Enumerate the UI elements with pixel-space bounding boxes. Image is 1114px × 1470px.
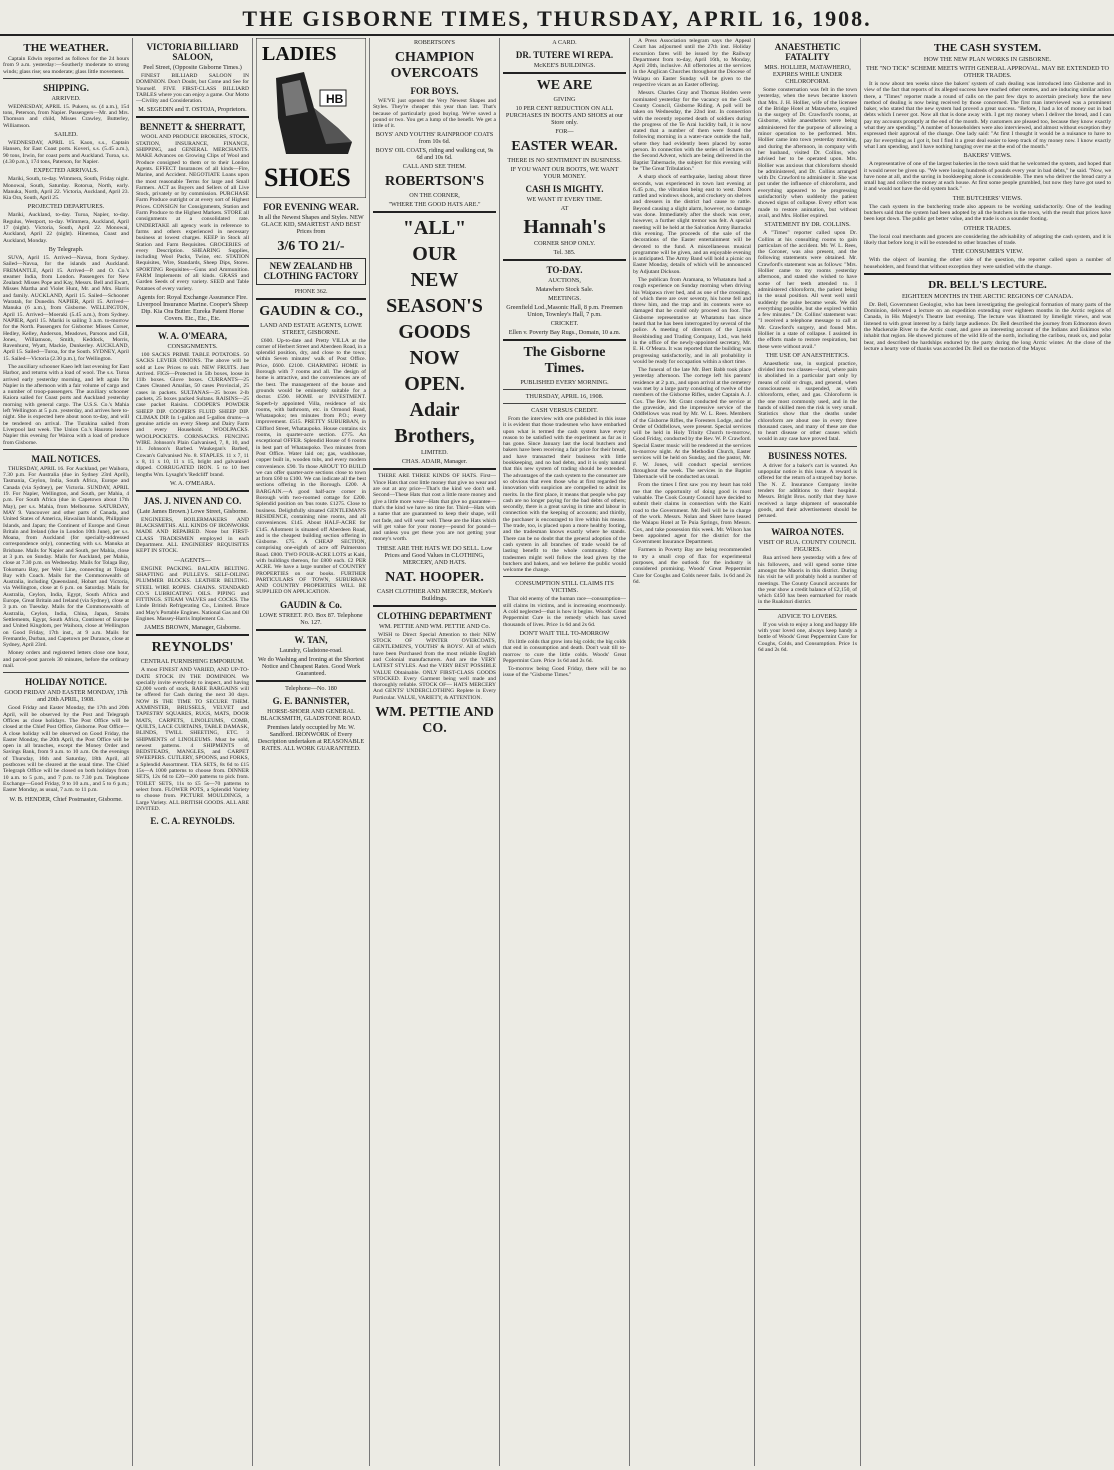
robertson-slogan: "WHERE THE GOOD HATS ARE."	[388, 201, 481, 209]
billiard-address: Peel Street, (Opposite Gisborne Times.)	[143, 64, 242, 71]
hooper-heading: NAT. HOOPER.	[385, 569, 484, 585]
anaesthetic-text: Some consternation was felt in the town yesterday, when the news became known that Mrs. J. H. Hollier, wife of the licensee of the Bridge Hotel at Matawhero, expired in the surgery of Dr. Crawford's rooms, at Gisborne, while anaesthetics were being administered for the purpose of allowing a minor operation to be performed. Mrs. Hollier came into town yesterday morning, and during the afternoon, in company with her husband, visited Dr. Collins, who advised her to be operated upon. Mrs. Hollier was anxious that chloroform should be administered, and Dr. Collins arranged with Dr. Crawford to administer it. She was put under the influence of chloroform, and everything appeared to be progressing satisfactorily when suddenly the patient showed signs of collapse. Every effort was made to restore animation, but without avail, and Mrs. Hollier expired.	[758, 87, 857, 219]
niven-heading: JAS. J. NIVEN AND CO.	[143, 495, 242, 506]
now-word: NOW	[409, 347, 460, 370]
repa-heading: DR. TUTERE WI REPA.	[515, 50, 614, 60]
gaudin-listings: £600. Up-to-date and Pretty VILLA at the corner of Herbert Street and Aberdeen Road, in a splendid position, dry, and close to the town; within Seven minutes' walk of Post Office. Price, £600. £2100. CHARMING HOME in Borough with 7 rooms and all. The design of home is attractive, and the conveniences are of the best. The management of the house and grounds would be eminently suitable for a doctor. £590. HOME or INVESTMENT. Superb-ly appointed Villa, residence of six rooms, with bathroom, etc. in Ormond Road, Whataupoko; ten minutes from P.O.; every improvement. £515. PRETTY SUBURBAN, in Clifford Street, Whataupoko. House contains six rooms, in quarter-acre section. £775. An exceptional OFFER. Splendid House of 6 rooms in best part of Whataupoko. Two minutes from Post Office. Water laid on; gas, washhouse, copper built in, wooden tubs, and every modern convenience. £90. To those ABOUT TO BUILD we can offer quarter-acre sections close to town at from £60 to £100. We can indicate all the best sections offering in the Borough. £200. A BARGAIN.—A good half-acre corner in Borough with two-roomed cottage for £200. Splendid position on 'bus route. £1275. Close to business. Delightfully situated GENTLEMAN'S RESIDENCE, containing nine rooms, and all conveniences. £145. About HALF-ACRE for £145. Allotment is situated off Aberdeen Road, and is the cheapest building section offering in Gisborne. £75. A CHEAP SECTION, comprising one-eighth of acre off Palmerston Road. £800. TWO FOUR-ACRE LOTS at Kaiti, with buildings thereon, for £800 each. £2 PER ACRE. We have a large number of COUNTRY PROPERTIES on our books. FURTHER PARTICULARS OF TOWN, SUBURBAN AND COUNTRY PROPERTIES WILL BE SUPPLIED ON APPLICATION.	[256, 337, 366, 596]
sailed-heading: SAILED.	[54, 131, 78, 139]
local-news-1: Messrs. Charles Gray and Thomas Holden were nominated yesterday for the vacancy on the Cook County Council, Gisborne Riding. A poll will be taken on Wednesday, the 22nd inst. In connection with the recently reported death of soldiers during the progress of the Te Arai lucidity ball, it is now stated that a number of them were found the following morning in a water-race outside the hall, where they had evidently been placed by some person. In connection with the series of lectures on the Second Advent, which are being delivered in the Baptist Tabernacle, the subject for this evening will be "The Great Tribulation."	[633, 90, 751, 172]
consumption-text: That old enemy of the human race—consumption—still claims its victims, and is increasing enormously. A cold neglected—that is how it begins. Woods' Great Peppermint Cure is the remedy which has saved thousands of lives. Price 1s 6d and 2s 6d.	[503, 596, 626, 628]
nz-clothing-factory-logo	[256, 258, 366, 285]
holiday-subheading: GOOD FRIDAY AND EASTER MONDAY, 17th and 20th APRIL, 1908.	[4, 689, 128, 704]
local-news-2: A sharp shock of earthquake, lasting about three seconds, was experienced in town last evening at 6.45 p.m., the vibration being east to west. Doors rattled and windows shook, and crockery on shelves and dressers in the district had cause to rattle. Beyond causing a slight alarm, however, no damage was done. Immediately after the shock was over, however, a further slight tremor was felt. A special meeting will be held at the Salvation Army Barracks this evening. The proceeds of the sale of the decorations of the Easter entertainment will be devoted to the fund. A miscellaneous musical programme will be given, and an enjoyable evening is anticipated. The Army Band will hold a picnic on Easter Monday, details of which will be announced by Adjutant Dickson.	[633, 174, 751, 275]
consumers-view-heading: THE CONSUMER'S VIEW.	[951, 248, 1024, 256]
bell-lecture-text: Dr. Bell, Government Geologist, who has been investigating the geological formation of many parts of the Dominion, delivered a lecture on an expedition extending over eighteen months in the Arctic regions of Canada, in His Majesty's Theatre last evening. The lecture was illustrated by limelight views, and was listened to with great interest by a fairly large audience. Dr. Bell described the journey from Edmonton down the Mackenzie River to the Arctic coast, and gave an interesting account of the Indians and Eskimos who inhabit that region. He showed pictures of the wild life of the north, including the caribou, musk ox, and polar bear, and described the hardships endured by the party during the long Arctic winter. At the close of the lecture a hearty vote of thanks was accorded Dr. Bell on the motion of the Mayor.	[864, 301, 1111, 352]
divider	[373, 468, 496, 470]
divider	[136, 490, 249, 492]
niven-text: ENGINEERS, BOILERMAKERS AND BLACKSMITHS. ALL KINDS OF IRONWORK MADE AND REPAIRED. None but FIRST-CLASS TRADESMEN employed in each Department. ALL ENGINEERS' REQUISITES KEPT IN STOCK.	[136, 516, 249, 555]
easter-wear-heading: EASTER WEAR.	[511, 139, 618, 154]
billiard-signature: M. SEGEDIN and T. OSTOJA, Proprietors.	[138, 106, 247, 114]
reduction-text: 10 PER CENT REDUCTION ON ALL PURCHASES IN BOOTS AND SHOES at our Store only.	[505, 105, 624, 126]
auctions-heading: AUCTIONS,	[548, 277, 581, 284]
reynolds-heading: REYNOLDS'	[151, 640, 234, 656]
bennett-text: WOOL AND PRODUCE BROKERS, STOCK, STATION, INSURANCE, FINANCE, SHIPPING, and GENERAL MERCHANTS. MAKE Advances on Growing Clips of Wool and Produce consigned to them or to their London Agents. EFFECT Insurances of all kinds—Fire, Marine, and Accident. NEGOTIATE Loans upon the most reasonable Terms for large and Small Farmers. ACT as Buyers and Sellers of all Live Stock, privately or by commission. PURCHASE Farm Produce outright or at every sort of Highest Prices. CONSIGN for Consignments, Station and Farm Produce to the Highest Markets. STORE all consignments at a consolidated rate. UNDERTAKE all agency work in reference to farms and others experienced in necessary business at lowest charges. KEEP in Stock all Station and Farm Requisites. GROCERIES of every Description. SHEARING Supplies, including Wool Packs, Twine, etc. STATION Requisites, Wire, Standards, Sheep Dips, Stores. SPORTING Requisites—Guns and Ammunition. FARM Implements of all kinds. GRASS and Garden Seeds of every variety. SEED and Table Potatoes of every variety.	[136, 134, 249, 292]
statement-text: A "Times" reporter called upon Dr. Collins at his consulting rooms to gain particulars of the accident. Mr. W. L. Rees, the Coroner, was also present, and the following statements were obtained. Mr. Crawford's statement was as follows: "Mrs. Hollier came to my rooms yesterday afternoon, and stated she wished to have some of her teeth attended to. I administered chloroform, the patient being in the usual position. All went well until suddenly the pulse became weak. We did everything possible, but she expired within a few minutes." Dr. Collins' statement was: "I received a telephone message to call at Mr. Crawford's surgery, and found Mrs. Hollier in a state of collapse. I assisted in the efforts made to restore respiration, but these were without avail."	[758, 230, 857, 350]
business-notes-text: A driver for a baker's cart is wanted. An unpopular notice is this issue. A reward is offered for the return of a strayed bay horse. The N. Z. Insurance Company invite tenders for additions to their hospital. Messrs. Bright Bros. notify that they have received a large shipment of seasonable goods, and their advertisement should be perused.	[758, 462, 857, 520]
advice-text: If you wish to enjoy a long and happy life with your loved one, always keep handy a bottle of Woods' Great Peppermint Cure for Coughs, Colds, and Consumption. Price 1s 6d and 2s 6d.	[758, 621, 857, 653]
anaesthetics-use-text: Anaesthetic use, in surgical practice, divided into two classes—local, where pain is abolished in a particular part only by means of cold or drugs, and general, when consciousness is suspended, as with chloroform, ether, and gas. Chloroform is the one most commonly used, and in the hands of skilled men the risk is very small. Statistics show that the deaths under chloroform are about one in every three thousand cases, and many of these are due to heart disease or other causes which would in any case have proved fatal.	[758, 360, 857, 443]
sentiment-text: THERE IS NO SENTIMENT IN BUSINESS.	[507, 157, 622, 164]
robertson-text: WE'VE just opened the Very Newest Shapes and Styles. They're cheaper this year than last. That's because of particularly good buying. We've saved a pound or two. You get a lump of the benefit. We get a little of it.	[373, 98, 496, 130]
giving-text: GIVING	[553, 96, 576, 103]
local-news-5: From the times I first saw you my heart has told me that the opportunity of doing good is most valuable. The Cook County Council have decided to submit their claims in connection with the Kaiti road to the Government. Mr. Bell will be in charge of the work. Messrs. Nolan and Skeet have leased the Waiapu Hotel at Te Puia Springs, from Messrs. Cox, and take possession this week. Mr. Wilson has been appointed agent for the district for the Government Insurance Department.	[633, 482, 751, 546]
robertson-top: ROBERTSON'S	[414, 39, 455, 46]
column-6	[630, 38, 755, 1466]
column-4	[370, 38, 500, 1466]
divider	[136, 634, 249, 636]
hb-brand-label: HB	[326, 92, 344, 106]
gaudin-address: LOWE STREET. P.O. Box 87. Telephone No. 127.	[259, 611, 363, 626]
raincoats-text: BOYS' AND YOUTHS' RAINPROOF COATS from 10s 6d.	[375, 131, 494, 146]
omeara-subheading: CONSIGNMENTS.	[167, 342, 218, 350]
adair-signature: CHAS. ADAIR, Manager.	[401, 458, 468, 466]
holiday-text: Good Friday and Easter Monday, the 17th and 20th April, will be observed by the Post and Telegraph Offices as close holidays. The Post Office will be closed at the Chief Post Office, Gisborne. Post Office—A close holiday will be observed on Good Friday, the Easter Monday, the 20th April, the Post Office will be open in all branches, except the Money Order and Savings Bank, from 9 a.m. to 10 a.m. On the evenings of Thursday, 16th and Saturday, 18th April, all postboxes will be cleared at the usual time. The Chief Telegraph Office will be closed on both holidays from 10 a.m. to 5 p.m., and 7 p.m. to 7.30 p.m. Telephone Exchange—Good Friday, 9 to 10 a.m., and 5 to 6 p.m.; Easter Monday, as usual, 7 a.m. to 11 p.m.	[3, 705, 129, 794]
statement-heading: STATEMENT BY DR. COLLINS.	[764, 221, 851, 229]
ladies-text: LADIES	[262, 43, 337, 65]
season-word: SEASON'S	[386, 295, 483, 318]
niven-agents-heading: —AGENTS—	[174, 556, 211, 564]
column-1	[0, 38, 133, 1466]
weather-text: Captain Edwin reported as follows for the 24 hours from 9 a.m. yesterday:—Southerly moderate to strong winds; glass rise; sea moderate; glass little movement.	[3, 56, 129, 75]
dateline: THURSDAY, APRIL 16, 1908.	[525, 393, 604, 400]
dont-wait-heading: DON'T WAIT TILL TO-MORROW	[519, 629, 610, 637]
editorial-heading: CASH VERSUS CREDIT.	[531, 407, 598, 414]
other-trades-text: The local coal merchants and grocers are considering the advisability of adopting the cash system, and it is likely that before long it will be extended to other branches of trade.	[864, 233, 1111, 246]
bell-lecture-subheading: EIGHTEEN MONTHS IN THE ARCTIC REGIONS OF CANADA.	[901, 292, 1074, 300]
column-5	[500, 38, 630, 1466]
column-2	[133, 38, 253, 1466]
tan-heading: W. TAN,	[294, 634, 328, 645]
arrived-heading: ARRIVED.	[51, 94, 81, 102]
bannister-phone: Telephone—No. 180	[285, 684, 337, 692]
local-news-6: Farmers in Poverty Bay are being recommended to try a small crop of flax for experimental purposes, and the outlook for the industry is considered promising. Woods' Great Peppermint Cure for Coughs and Colds never fails. 1s 6d and 2s 6d.	[633, 547, 751, 585]
bennett-agents: Agents for: Royal Exchange Assurance Fire. Liverpool Insurance Marine. Cooper's Sheep Dip. Kia Ora Butter. Eureka Patent Horse Covers. Etc., Etc., Etc.	[137, 293, 248, 322]
anaesthetic-heading: ANAESTHETIC FATALITY	[774, 42, 841, 62]
shipping-heading: SHIPPING.	[43, 82, 89, 93]
bannister-text: Premises lately occupied by Mr. W. Sandford. IRONWORK of Every Description undertaken at REASONABLE RATES. ALL WORK GUARANTEED.	[257, 723, 365, 752]
at-text: AT	[560, 205, 569, 212]
column-7	[755, 38, 861, 1466]
divider	[503, 259, 626, 261]
repa-address: McKEE'S BUILDINGS.	[533, 62, 596, 69]
column-8	[861, 38, 1114, 1466]
reynolds-subheading: CENTRAL FURNISHING EMPORIUM.	[140, 658, 245, 666]
hooper-signature: CASH CLOTHIER AND MERCER, McKee's Buildings.	[376, 587, 493, 602]
niven-address: (Late James Brown.) Lowe Street, Gisborne.	[137, 507, 248, 515]
business-notes-heading: BUSINESS NOTES.	[768, 450, 847, 461]
anaesthetics-use-heading: THE USE OF ANAESTHETICS.	[765, 351, 850, 359]
divider	[373, 605, 496, 607]
new-word: NEW	[410, 269, 459, 292]
published-text: PUBLISHED EVERY MORNING.	[520, 379, 609, 386]
shoes-text: SHOES	[264, 163, 351, 192]
clothing-department-heading: CLOTHING DEPARTMENT	[377, 610, 492, 621]
wairoa-subheading: VISIT OF RUA. COUNTY COUNCIL FIGURES.	[758, 539, 857, 554]
hannahs-heading: Hannah's	[523, 216, 606, 238]
cash-system-heading: THE CASH SYSTEM.	[933, 42, 1042, 54]
today-heading: TO-DAY.	[546, 265, 583, 275]
telegraph-text: SUVA, April 15. Arrived—Navua, from Sydney. Sailed—Navua, for the islands and Auckland. FREMANTLE, April 15. Arrived—P. and O. Co.'s steamer India, from London. Passengers for New Zealand: Misses Pope and Kay, Messrs. Bell and Ewart, Misses Martha and Violet Hunt, Mr. and Mrs. Harris and family. AUCKLAND, April 15. Sailed—Schooner Waratah, for Dunedin. NAPIER, April 15. Arrived—Manuka (6 a.m.), from Gisborne. WELLINGTON, April 15. Arrived—Moeraki (5.45 a.m.), from Sydney. NAPIER, April 15. Mariki is sailing 3 a.m. to-morrow for the North. Passengers for Gisborne: Misses Corser, Hedley, Kelley, Anderson, Meadows, Parsons and Gill, Jones, Williamson, Smith, Keddock, Morris, Ravenhurst, Wyatt, Mackie, Dunkerley. AUCKLAND, April 15. Sailed—Turoa, for the South. SYDNEY, April 15. Sailed—Victoria (2.30 p.m.), for Wellington.	[3, 254, 129, 362]
all-word: "ALL"	[402, 217, 467, 240]
bakers-views-text: A representative of one of the largest bakeries in the town said that he welcomed the system, and hoped that it would never be given up. "We were losing hundreds of pounds every year in bad debts," he said. "Now, we have none at all, and the saving in bookkeeping alone is considerable. The men who deliver the bread carry a small bag and collect the money at each house. At first some people grumbled, but now they have got used to it and would not have the old system back."	[864, 161, 1111, 193]
butchers-views-heading: THE BUTCHERS' VIEWS.	[952, 194, 1023, 202]
press-news: A Press Association telegram says the Appeal Court has adjourned until the 27th inst. Holiday excursion fares will be issued by the Railway Department from to-day, April 16th, to Monday, April 20th, inclusive. All offertories at the services in the Anglican Churches throughout the Diocese of Waiapu on Easter Sunday will be given to the respective vicars as an Easter offering.	[633, 38, 751, 89]
divider	[864, 273, 1111, 275]
billiard-heading: VICTORIA BILLIARD SALOON,	[146, 42, 239, 62]
hooper-text: THERE ARE THREE KINDS OF HATS. First—Vince Hats that cost little money that give no wear and are out at any price—That's the kind we don't sell. Second—These Hats that cost a little more money and give a little more wear—Hats that give no guarantee—that's the kind we have no time for. Third—Hats with a name that are guaranteed to keep their shape, will not fade, and will wear well. These are the Hats which will get value for your money—pound for pound—and unless you get these you are not getting your money's worth.	[373, 473, 496, 543]
shipping-notes: The auxiliary schooner Kaeo left last evening for East Harbor, and returns with a load of wool. The s.s. Turoa arrived early yesterday morning, and left again for Napier in the afternoon with a fair volume of cargo and a number of troop-passengers. The auxiliary schooner Kaiora sailed for Coast ports and Auckland yesterday morning with general cargo. The U.S.S. Co.'s Mahia left Wellington at 5 p.m. yesterday, and arrives here to-night. She is expected here about noon to-day, and will be tendered on arrival. The Turakina sailed from Liverpool last week. The Union Co.'s Hauroto leaves Napier this evening for Wairoa with a load of produce from Gisborne.	[3, 363, 129, 446]
holiday-signature: W. B. HENDER, Chief Postmaster, Gisborne.	[9, 795, 123, 803]
mail-text: THURSDAY, APRIL 16. For Auckland, per Waihora, 7.30 p.m. For Australia (due in Sydney 23rd April), Tasmania, Ceylon, India, South Africa, Europe and Canada (via Sydney), per Victoria. SUNDAY, APRIL 19. For Napier, Wellington, and South, per Mahia, 4 p.m. For South Africa (due in Capetown about 17th May), per s.s. Mahia, from Melbourne. SATURDAY, MAY 9. Vancouver and other parts of Canada, and United States of America, Hawaiian Islands, Philippine Islands, and Japan; the Continent of Europe and Great Britain and Ireland (due in London 10th June), per s.s. Moana, from Auckland (for specially-addressed correspondence only), connecting with s.s. Manuka at Brisbane. Mails for Napier and South, per Mahia, close at 3 p.m. on Sunday. Mails for Auckland, per Mahia, close at 7.30 p.m. on Wednesday. Mails for Tolaga Bay, Tokomaru Bay, per Weir Line, connecting at Tolaga Bay with Coach. Mails for the Commonwealth of Australia, including Queensland, Hobart and Victoria, via Wellington, close at 6 p.m. on Saturday. Mails for Australia, Ceylon, India, Egypt, South Africa and Europe, Great Britain and Ireland (via Sydney), close at 3 p.m. on Tuesday. Mails for the Commonwealth of Australia, Ceylon, India, China, Japan, Straits Settlements, Egypt, South Africa, Continent of Europe and United Kingdom, per Waihora, close at Wellington on Good Friday, 17th inst., at 9 a.m. Mails for Fremantle, Durban, and Capetown per Durance, close at Sydney, April 23rd.	[3, 465, 129, 649]
champion-overcoats-heading: CHAMPION OVERCOATS	[390, 50, 479, 81]
consumers-view-text: With the object of learning the other side of the question, the reporter called upon a number of householders, and found that without exception they were satisfied with the change.	[864, 257, 1111, 270]
nz-clothing-factory-label: NEW ZEALAND HB CLOTHING FACTORY	[263, 261, 359, 282]
robertson-name: ROBERTSON'S	[384, 174, 485, 190]
divider	[373, 211, 496, 213]
limited-word: LIMITED.	[421, 449, 448, 457]
weather-heading: THE WEATHER.	[23, 42, 109, 54]
bakers-views-heading: BAKERS' VIEWS.	[963, 152, 1012, 160]
omeara-heading: W. A. O'MEARA,	[158, 330, 227, 341]
holiday-heading: HOLIDAY NOTICE.	[25, 677, 107, 688]
divider	[503, 576, 626, 577]
divider	[3, 672, 129, 673]
divider	[503, 72, 626, 74]
phone-stamp: PHONE 362.	[294, 287, 328, 295]
oilcoats-text: BOYS' OIL COATS, riding and walking cut, 9s 6d and 10s 6d.	[375, 147, 494, 162]
wairoa-heading: WAIROA NOTES.	[771, 527, 844, 538]
money-orders-text: Money orders and registered letters close one hour, and parcel-post parcels 30 minutes, before the ordinary mail.	[3, 650, 129, 670]
consumption-heading: CONSUMPTION STILL CLAIMS ITS VICTIMS.	[515, 580, 614, 595]
cricket-heading: CRICKET.	[550, 320, 579, 327]
pettie-heading: WM. PETTIE AND WM. PETTIE AND Co.	[378, 622, 491, 630]
call-and-see: CALL AND SEE THEM.	[402, 163, 467, 171]
divider	[3, 78, 129, 79]
telegraph-heading: By Telegraph.	[48, 245, 84, 253]
tan-subheading: Laundry, Gladstone-road.	[279, 646, 343, 654]
cash-system-subheading-2: THE "NO TICK" SCHEME MEETS WITH GENERAL APPROVAL. MAY BE EXTENDED TO OTHER TRADES.	[865, 65, 1110, 79]
masthead	[0, 0, 1114, 36]
mail-heading: MAIL NOTICES.	[31, 453, 101, 464]
cricket-text: Ellen v. Poverty Bay Rugs., Domain, 10 a.m.	[508, 329, 621, 336]
billiard-text: FINEST BILLIARD SALOON IN DOMINION. Don't Doubt, but Come and See for Yourself. FIVE FIRST-CLASS BILLIARD TABLES where you can enjoy a game. Our Motto—Civility and Consideration.	[136, 73, 249, 105]
auctions-text: Matawhero Stock Sale.	[535, 286, 594, 293]
our-word: OUR	[412, 243, 457, 266]
evening-wear-text: In all the Newest Shapes and Styles. NEW GLACE KID, SMARTEST AND BEST Prices from	[258, 214, 364, 235]
divider	[3, 449, 129, 450]
boots-illustration	[256, 38, 366, 198]
corner-shop-text: CORNER SHOP ONLY.	[533, 240, 596, 247]
reynolds-signature: E. C. A. REYNOLDS.	[150, 816, 235, 827]
bannister-subheading: HORSE-SHOER AND GENERAL BLACKSMITH, GLADSTONE ROAD.	[260, 707, 362, 722]
editorial-text: From the interview with one published in this issue it is evident that those tradesmen who have embarked upon what is termed the cash system have every reason to be satisfied with the experiment as far as it has gone. Since January last the local butchers and bakers have been receiving a fair price for their bread, and have transacted their business with little bookkeeping, and no bad debts, and it is only natural that this new system of trading should be extended. The advantages of the cash system to the consumer are so obvious that even those who at first regarded the innovation with suspicion are compelled to admit its merits. In the first place, it means that people who pay cash are no longer paying for the bad debts of others; secondly, there is a great saving in time and labour in connection with the keeping of accounts; and thirdly, the purchaser is encouraged to live within his means. The trade, too, is placed upon a more healthy footing, and the tradesman knows exactly where he stands. There can be no doubt that the general adoption of the cash system in all branches of trade would be of lasting benefit to the whole community. Other tradesmen might well follow the lead given by the butchers and bakers, and we believe the public would welcome the change.	[503, 416, 626, 574]
times-nameplate: The Gisborne Times.	[523, 345, 606, 376]
card-heading: A CARD.	[552, 39, 577, 46]
dont-wait-text: It's little colds that grow into big colds; the big colds that end in consumption and death. Don't wait till to-morrow to cure the little colds. Woods' Great Peppermint Cure. Price 1s 6d and 2s 6d.	[503, 638, 626, 664]
advice-heading: ADVICE TO LOVERS.	[777, 612, 838, 620]
brothers-word: Brothers,	[394, 425, 475, 448]
pettie-text: WISH to Direct Special Attention to their NEW STOCK OF WINTER OVERCOATS, GENTLEMEN'S, YOUTHS' & BOYS'. All of which have been Purchased from the most reliable English and Colonial manufacturers. And are the VERY LATEST STYLES. And the VERY BEST POSSIBLE VALUE Obtainable. ONLY FIRST-CLASS GOODS STOCKED. Every Garment being well made and thoroughly reliable. STOCK OF— HATS MERCERY And GENTS' UNDERCLOTHING Replete in Every Particular. VALUE, VARIETY, & ATTENTION.	[373, 631, 496, 701]
bannister-heading: G. E. BANNISTER,	[272, 695, 350, 706]
want-text: IF YOU WANT OUR BOOTS, WE WANT YOUR MONEY.	[510, 166, 619, 180]
ladies-shoes-advertisement	[256, 38, 366, 198]
we-are-heading: WE ARE	[536, 78, 593, 93]
local-news-3: The publican from Aramana, to Whatatutu had a rough experience on Sunday morning when driving his Waipawa river bed, and as one of the crossings, of which there are over seventy, his horse fell and threw him, and the trap and its contents were so damaged that he could only proceed on foot. The Gisborne representative at Whatatutu has since heard that he has been interrogated by several of the police. A meeting of directors of the Lysnis Bookbinding and Trading Company, Ltd., was held in the office of the newly-appointed secretary, Mr. E. H. O'Meara. It was reported that the building was progressing satisfactorily, and in all probability it would be ready for occupation within a short time.	[633, 276, 751, 365]
projected-heading: PROJECTED DEPARTURES.	[27, 203, 105, 211]
wairoa-text: Rua arrived here yesterday with a few of his followers, and will spend some time amongst the Maoris in this district. During his visit he will probably hold a number of meetings. The County Council accounts for the year show a credit balance of £2,150, of which £450 has been earmarked for roads in the Ruakituri district.	[758, 555, 857, 606]
cash-mighty-heading: CASH IS MIGHTY.	[525, 184, 604, 194]
divider	[758, 446, 857, 447]
local-news-4: The funeral of the late Mr. Bert Babb took place yesterday afternoon. The cortege left his parents' residence at 2 p.m., and upon arrival at the cemetery was met by a large party consisting of twelve of the members of the Gisborne Rifles, under Captain A. J. Cox. The Rev. Mr. Grant conducted the service at the graveside, and the impressive service of the Oddfellows was read by Mr. W. L. Rees. Members of the Gisborne Rifles, the Foresters Lodge, and the Order of Oddfellows, were present. Special services will be held in Holy Trinity Church to-morrow, Good Friday, conducted by the Rev. W. P. Crawford. Special Easter music will be rendered at the services to-morrow night. At the Methodist Church, Easter services will be held on Sunday, and the pastor, Mr. F. W. Jones, will conduct special services throughout the week. The services in the Baptist Tabernacle will be conducted as usual.	[633, 367, 751, 481]
divider	[503, 389, 626, 390]
for-text: FOR—	[555, 128, 574, 135]
divider	[758, 522, 857, 523]
robertson-corner: ON THE CORNER,	[409, 192, 460, 200]
omeara-text: 100 SACKS PRIME TABLE POTATOES. 50 SACKS LEVIER ONIONS. The above will be sold at Low Prices to suit. NEW FRUITS. Just Arrived. FIGS—Protected in 5lb boxes, loose in 11lb boxes. Glove boxes. CURRANTS—25 Cases Cleaned Amalias, 50 cases Provincial, 25 cases in packets. SULTANAS—25 boxes 2-lb packets, 25 boxes packed Sultans. RAISINS—25 case packet Raisins. COOPER'S POWDER SHEEP DIP. COOPER'S FLUID SHEEP DIP. CLIMAX DIP. In 1-gallon and 5-gallon drums—a genuine article on every Sheep and Dairy Farm and every Household. WOOLPACKS. WOOLPOCKETS. CORNSACKS. FENCING WIRE. Johnson's Plain Galvanised, 7, 8, 10, and 11. Johnson's Barbed. Waukegan's Barbed, Cowan's Galvanised No. 8. STAPLES. 11 x 7, 11 x 8, 11 x 10, 11 x 15, bright and galvanised dipped. CORRUGATED IRON. 5 to 10 feet lengths Wm. Lysaght's 'Redcliff' brand.	[136, 351, 249, 478]
niven-signature: JAMES BROWN, Manager, Gisborne.	[144, 624, 241, 632]
want-it-text: WE WANT IT EVERY TIME.	[526, 196, 603, 203]
divider	[136, 116, 249, 118]
omeara-signature: W. A. O'MEARA.	[169, 479, 216, 487]
divider	[256, 298, 366, 300]
pettie-signature: WM. PETTIE AND CO.	[375, 705, 494, 737]
hooper-subtext: THESE ARE THE HATS WE DO SELL. Low Prices and Good Values in CLOTHING, MERCERY, AND HATS.	[376, 544, 493, 566]
masthead-title: THE GISBORNE TIMES, THURSDAY, APRIL 16, 1908.	[242, 6, 872, 31]
sailed-text: WEDNESDAY, APRIL 15. Kaon, s.s., Captain Hansen, for East Coast ports. Koveri, s.s. (5.45 a.m.), 90 tons, Irwin, for coast ports and Auckland. Turoa, s.s. (4.30 p.m.), 174 tons, Paterson, for Napier.	[3, 140, 129, 165]
divider	[503, 339, 626, 341]
bell-lecture-heading: DR. BELL'S LECTURE.	[928, 278, 1047, 291]
tan-text: We do Washing and Ironing at the Shortest Notice and Cheapest Rates. Good Work Guaranteed.	[258, 655, 364, 677]
gaudin-heading: GAUDIN & CO.,	[259, 303, 363, 319]
other-trades-heading: OTHER TRADES.	[963, 224, 1012, 232]
for-boys-heading: FOR BOYS.	[410, 86, 459, 96]
good-friday-notice: To-morrow being Good Friday, there will be no issue of the "Gisborne Times."	[503, 666, 626, 679]
telephone-text: Tel. 385.	[553, 249, 576, 256]
column-3	[253, 38, 370, 1466]
expected-text: Mariki, South, to-day. Wimmera, South, Friday night. Monowai, South, Saturday. Rotorua, North, early. Manuka, North, April 22. Victoria, Auckland, April 23. Kia Ora, South, April 25.	[3, 176, 129, 202]
reynolds-text: A most FINEST AND VARIED, AND UP-TO-DATE STOCK IN THE DOMINION. We specially invite everybody to inspect, and having £2,000 worth of stock, RARE BARGAINS will be offered for Cash during the next 30 days. NOW IS THE TIME TO SECURE THEM. AXMINSTER, BRUSSELS, VELVET and TAPESTRY SQUARES, RUGS, MATS, DOOR MATS, CARPETS, LINOLEUMS, COMB, QUILTS, LACE CURTAINS, TABLE DAMASK, BLINDS, TWILL SHEETING, ETC. 3 SHIPMENTS of LINOLEUMS. Must be sold, newest patterns. 4 SHIPMENTS of BEDSTEADS, MANGLES, and CARPET SWEEPERS. CUTLERY, SPOONS, and FORKS, a Splendid Assortment. TEA SETS, 8s 6d to £15 15s—A 1000 patterns to choose from. DINNER SETS, 12s 6d to £20—200 patterns to pick from. TOILET SETS, 11s to £5 5s—70 patterns to select from. FLOWER POTS, a Splendid Variety to choose from. PICTURE MOULDINGS, a Large Variety. ALL BRITISH GOODS. ALL ARE INVITED.	[136, 667, 249, 812]
divider	[503, 403, 626, 404]
goods-word: GOODS	[398, 321, 471, 344]
divider	[256, 680, 366, 682]
divider	[136, 325, 249, 327]
adair-word: Adair	[409, 399, 460, 422]
expected-heading: EXPECTED ARRIVALS.	[33, 167, 99, 175]
gaudin-subheading: LAND AND ESTATE AGENTS, LOWE STREET, GISBORNE.	[260, 321, 362, 336]
gaudin-signature: GAUDIN & Co.	[280, 599, 342, 610]
evening-wear-heading: FOR EVENING WEAR.	[263, 202, 359, 212]
meetings-text: Greenfield Lod.,Masonic Hall, 8 p.m. Freemen Union, Townley's Hall, 7 p.m.	[506, 304, 623, 318]
projected-text: Mariki, Auckland, to-day. Turoa, Napier, to-day. Regulus, Westport, to-day. Wimmera, Auckland, April 17 (night). Victoria, South, April 22. Monowai, Auckland, April 22 (night). Hinemoa, Coast and Auckland, Monday.	[3, 212, 129, 244]
butchers-views-text: The cash system in the butchering trade also appears to be working satisfactorily. One of the leading butchers said that the system had been adopted by all the butchers in the town, with the result that prices have been kept down. The public get better value, and the trade is on a sounder footing.	[864, 203, 1111, 223]
price-range: 3/6 TO 21/-	[277, 239, 345, 254]
meetings-heading: MEETINGS.	[548, 295, 581, 302]
anaesthetic-subheading: MRS. HOLLIER, MATAWHERO, EXPIRES WHILE UNDER CHLOROFORM.	[764, 64, 851, 85]
cash-system-text: It is now about ten weeks since the bakers' system of cash dealing was introduced into Gisborne and in view of the fact that reports of its alleged success have reached other centres, and are inducing similar action there, a "Times" reporter made a round of calls on the past few days to ascertain precisely how the new method of dealing is now being received by those concerned. The first man interviewed was a prominent baker, who stated that the new system had proved a great success. "Before, I had a lot of money out in bad debts which I never got. Now all that is done away with. I get my money when I deliver the bread, and I can pay my accounts promptly at the end of the month. My customers are pleased too, because they know exactly what they are spending." A number of householders were also interviewed, and almost without exception they expressed their approval of the change. One lady said: "At first I thought it would be a nuisance to have to pay for everything as I got it, but I find it a great deal easier to keep track of my money now. I know exactly what I am spending, and I have nothing hanging over me at the end of the month."	[864, 81, 1111, 150]
bennett-heading: BENNETT & SHERRATT,	[139, 122, 246, 133]
divider	[758, 609, 857, 610]
cash-system-subheading: HOW THE NEW PLAN WORKS IN GISBORNE.	[923, 56, 1052, 63]
arrived-text: WEDNESDAY, APRIL 15. Pukeru, ss. (4 a.m.), 154 tons, Peterson, from Napier. Passengers—Mr. and Mrs. Thomson and child, Misses Crawley, Butterley, Williamson.	[3, 103, 129, 129]
divider	[256, 629, 366, 631]
niven-agents: ENGINE PACKING. BALATA BELTING. SHAFTING and PULLEYS. SELF-OILING PLUMMER BLOCKS. LEATHER BELTING. STEEL WIRE ROPES. CHAINS. STANDARD CO.'S LUBRICATING OILS. PIPING and FITTINGS. STEAM VALVES and COCKS. The Linde British Refrigerating Co., Limited. Bruce and May's Portable Engines. National Gas and Oil Engines. Massey-Harris Implement Co.	[136, 565, 249, 622]
open-word: OPEN.	[404, 373, 465, 396]
